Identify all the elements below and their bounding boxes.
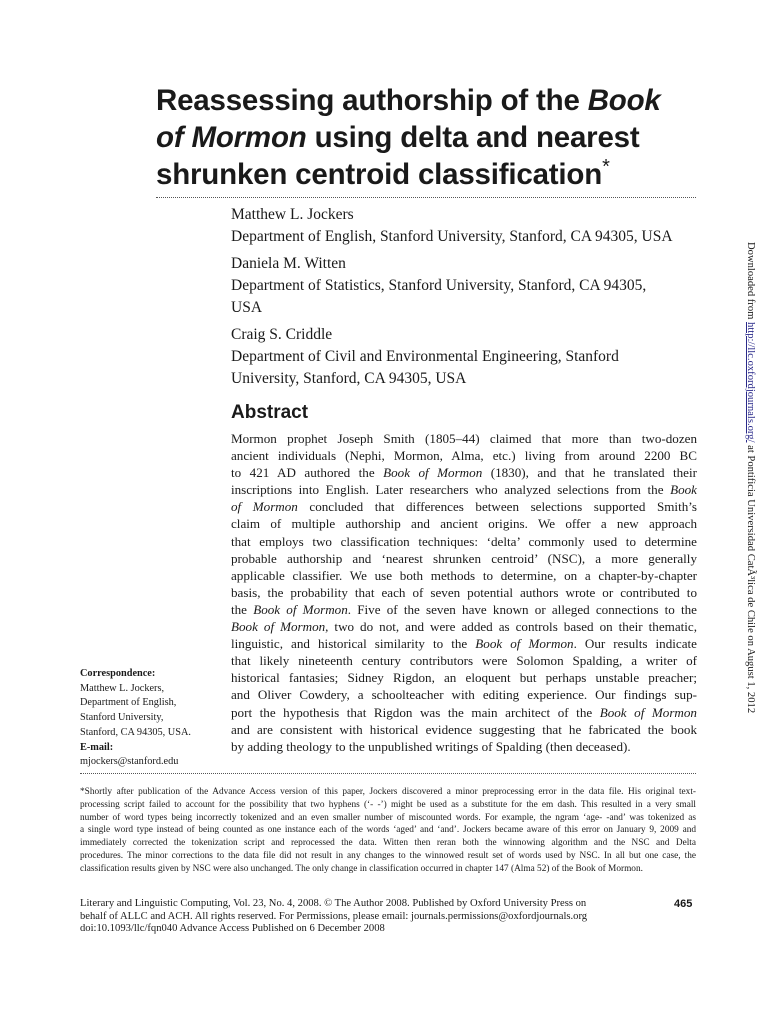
title-line-1 [156,82,716,119]
journal-footer [80,898,640,936]
title-line-2 [156,119,716,156]
footnote-line: a single word type instead of being counted as one instance each of the words ‘aged’ and ‘and’. Jockers became aware of this error on January 9, 2009 and [80,825,696,836]
footnote-line: *Shortly after publication of the Advance Access version of this paper, Jockers discovered a minor preprocessing error in the data file. His original text- [80,787,696,797]
footer-line: behalf of ALLC and ACH. All rights reserved. For Permissions, please email: journals.permissions@oxfordjournals.org [80,910,588,922]
correspondence-line: Matthew L. Jockers, [80,682,165,694]
abstract-line: of Mormon concluded that differences between selections supported Smith’s [231,499,697,515]
author-affiliation: University, Stanford, CA 94305, USA [231,370,467,387]
author-name: Craig S. Criddle [231,326,333,343]
abstract-line: and Oliver Cowdery, a schoolteacher with editing experience. Our findings sup- [231,687,697,703]
download-notice-suffix: at Pontificia Universidad CatÃ³lica de Chile on August 1, 2012 [745,442,756,714]
author-name: Matthew L. Jockers [231,206,354,223]
download-notice [741,242,757,754]
abstract-line: probable authorship and ‘nearest shrunken centroid’ (NSC), a more generally [231,550,697,566]
abstract-line: to 421 AD authored the Book of Mormon (1830), and that he translated their [231,465,697,481]
abstract-line: and are consistent with historical evidence suggesting that he fabricated the book [231,721,697,737]
footnote-marker[interactable]: * [602,156,610,178]
correspondence-label: Correspondence: [80,668,156,679]
title-text: shrunken centroid classification [156,158,603,191]
title-divider [156,197,696,198]
abstract-line: linguistic, and historical similarity to the Book of Mormon. Our results indicate [231,636,697,652]
author-affiliation: USA [231,299,263,316]
abstract-line: historical fantasies; Sidney Rigdon, an eloquent but perhaps unstable preacher; [231,670,697,686]
correspondence-line: Department of English, [80,697,177,709]
author-list [231,204,701,395]
footnote-line: immediately corrected the tokenization script and reprocessed the data. Witten then reran both the winnowing algorithm and the NSC and Delta [80,838,696,848]
author-block [231,324,701,390]
author-name: Daniela M. Witten [231,255,346,272]
author-affiliation: Department of Statistics, Stanford University, Stanford, CA 94305, [231,277,647,294]
author-affiliation: Department of Civil and Environmental Engineering, Stanford [231,348,619,365]
journal-link[interactable]: http://llc.oxfordjournals.org/ [745,322,756,443]
author-block [231,253,701,319]
abstract-line: claim of multiple authorship and ancient origins. We offer a new approach [231,516,697,532]
footnote-divider [80,773,696,774]
correspondence-line: Stanford University, [80,712,164,724]
title-italic: Book [587,84,661,117]
download-notice-prefix: Downloaded from [745,242,756,323]
email-address[interactable]: mjockers@stanford.edu [80,756,179,768]
footnote-line: classification results given by NSC were also unchanged. The only change in classification occurred in chapter 147 (Alma 52) of the Book of Mormon. [80,863,643,874]
abstract-line: ancient individuals (Nephi, Mormon, Alma, etc.) living from around 2200 BC [231,448,697,464]
abstract-line: by adding theology to the unpublished writings of Spalding (then deceased). [231,738,631,754]
article-title [156,82,716,193]
footer-line: doi:10.1093/llc/fqn040 Advance Access Published on 6 December 2008 [80,923,385,935]
footer-line: Literary and Linguistic Computing, Vol. 23, No. 4, 2008. © The Author 2008. Published by Oxford University Press on [80,898,587,909]
abstract-heading: Abstract [231,402,309,423]
author-block [231,204,701,248]
footnote [80,786,696,875]
correspondence-block [80,667,225,770]
footnote-line: procedures. The minor corrections to the data file did not result in any changes to the winnowed result set of words used by NSC. In all but one case, the [80,850,696,861]
title-line-3 [156,156,716,193]
abstract-line: the Book of Mormon. Five of the seven have known or alleged connections to the [231,601,697,617]
abstract-line: Mormon prophet Joseph Smith (1805–44) claimed that more than two-dozen [231,431,697,446]
title-text: using delta and nearest [306,121,640,154]
abstract-line: port the hypothesis that Rigdon was the main architect of the Book of Mormon [231,704,697,720]
abstract-line: that likely nineteenth century contributors were Solomon Spalding, a writer of [231,653,697,669]
footnote-line: processing script failed to account for the possibility that two hyphens (‘- -’) might be used as a substitute for the em dash. This resulted in a very small [80,799,696,810]
abstract-body [231,430,697,755]
email-label: E-mail: [80,741,114,753]
title-italic: of Mormon [156,121,307,154]
abstract-line: that employs two classification techniques: ‘delta’ commonly used to determine [231,533,697,549]
author-affiliation: Department of English, Stanford University, Stanford, CA 94305, USA [231,228,673,245]
title-text: Reassessing authorship of the [156,84,588,117]
abstract-line: applicable classifier. We use both methods to determine, on a chapter-by-chapter [231,567,697,583]
abstract-line: inscriptions into English. Later researchers who analyzed selections from the Book [231,482,697,498]
abstract-line: basis, the probability that each of seven potential authors wrote or contributed to [231,584,697,600]
abstract-line: Book of Mormon, two do not, and were added as controls based on their thematic, [231,619,697,635]
correspondence-line: Stanford, CA 94305, USA. [80,726,191,738]
footnote-line: number of word types being incorrectly tokenized and an even smaller number of miscounted words. For example, the ngram ‘age- -and’ was tokenized as [80,812,696,823]
page-number: 465 [674,898,693,910]
